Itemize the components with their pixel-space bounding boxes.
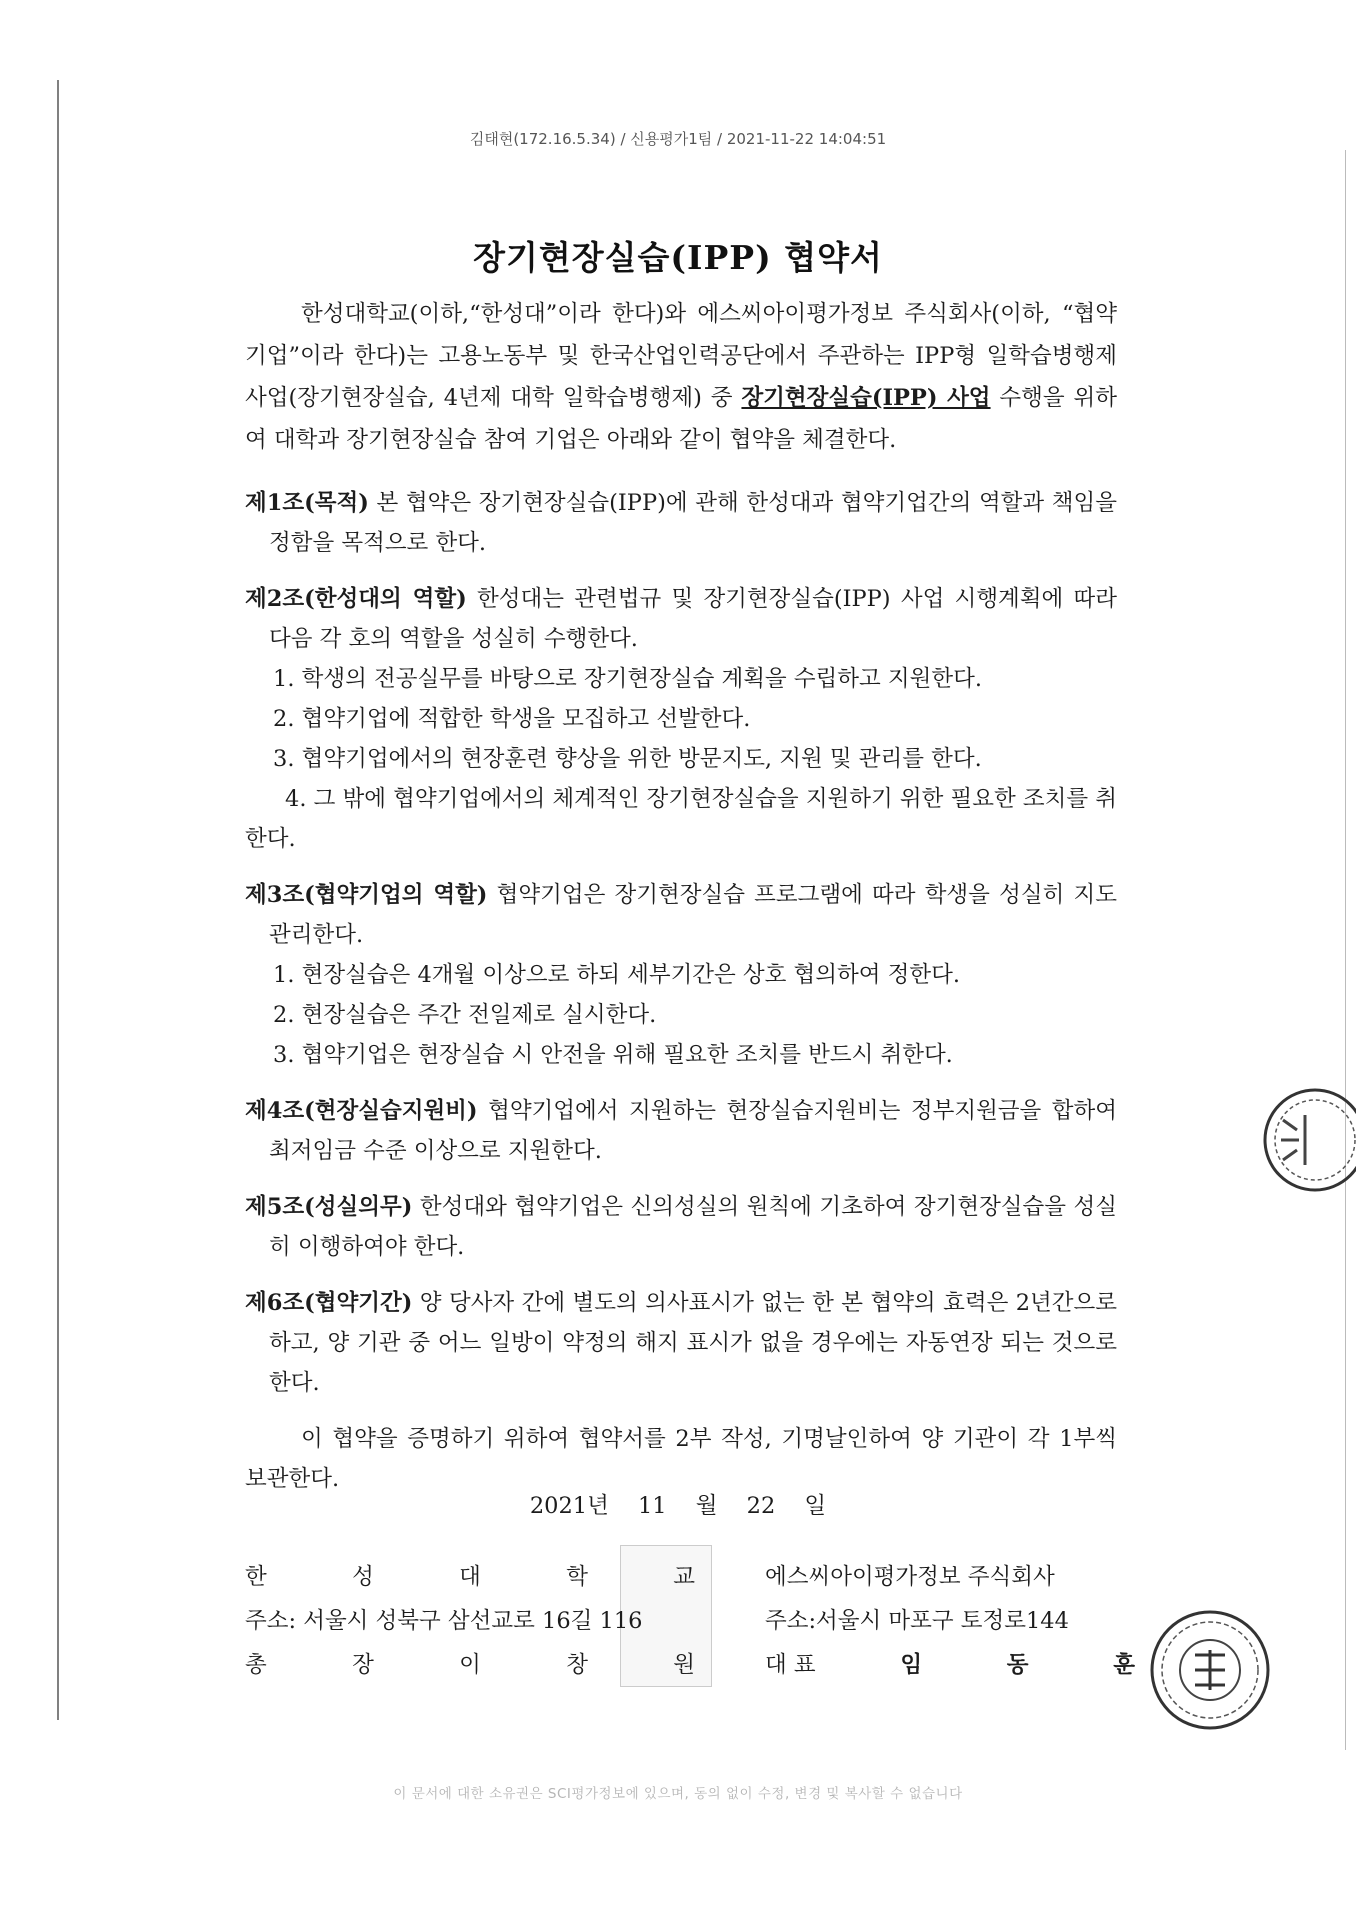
article-2-title: 제2조(한성대의 역할) — [245, 586, 467, 612]
company-name: 에스씨아이평가정보 주식회사 — [765, 1564, 1055, 1590]
article-3-item-1: 1. 현장실습은 4개월 이상으로 하되 세부기간은 상호 협의하여 정한다. — [273, 962, 960, 988]
university-representative: 총 장 이 창 원 — [245, 1652, 695, 1678]
article-3-item-2: 2. 현장실습은 주간 전일제로 실시한다. — [273, 1002, 657, 1028]
article-4 — [245, 1091, 1117, 1171]
article-5-body: 한성대와 협약기업은 신의성실의 원칙에 기초하여 장기현장실습을 성실히 이행하여야 한다. — [269, 1194, 1117, 1260]
signature-block-university — [245, 1555, 695, 1687]
half-seal-stamp-icon — [1245, 1085, 1356, 1195]
article-3-title: 제3조(협약기업의 역할) — [245, 882, 488, 908]
article-2-item-2: 2. 협약기업에 적합한 학생을 모집하고 선발한다. — [273, 706, 751, 732]
article-2 — [245, 579, 1117, 859]
article-5 — [245, 1187, 1117, 1267]
article-1-body: 본 협약은 장기현장실습(IPP)에 관해 한성대과 협약기업간의 역할과 책임을 정함을 목적으로 한다. — [269, 490, 1117, 556]
ownership-notice-footer: 이 문서에 대한 소유권은 SCI평가정보에 있으며, 동의 없이 수정, 변경 및 복사할 수 없습니다 — [393, 1786, 963, 1802]
article-2-body: 한성대는 관련법규 및 장기현장실습(IPP) 사업 시행계획에 따라 다음 각 호의 역할을 성실히 수행한다. — [269, 586, 1117, 652]
article-2-item-1: 1. 학생의 전공실무를 바탕으로 장기현장실습 계획을 수립하고 지원한다. — [273, 666, 982, 692]
closing-statement: 이 협약을 증명하기 위하여 협약서를 2부 작성, 기명날인하여 양 기관이 각 1부씩 보관한다. — [245, 1426, 1117, 1492]
article-3-item-3: 3. 협약기업은 현장실습 시 안전을 위해 필요한 조치를 반드시 취한다. — [273, 1042, 953, 1068]
company-representative: 대 표 임 동 훈 — [765, 1643, 1135, 1687]
preamble-emphasis: 장기현장실습(IPP) 사업 — [741, 385, 991, 411]
article-3-items — [245, 955, 1117, 1075]
university-name: 한 성 대 학 교 — [245, 1564, 695, 1590]
header-access-stamp: 김태현(172.16.5.34) / 신용평가1팀 / 2021-11-22 14:04:51 — [469, 130, 887, 148]
company-address: 주소:서울시 마포구 토정로144 — [765, 1608, 1069, 1634]
document-body — [245, 293, 1117, 1499]
article-2-item-3: 3. 협약기업에서의 현장훈련 향상을 위한 방문지도, 지원 및 관리를 한다. — [273, 746, 982, 772]
preamble-before: 한성대학교(이하,“한성대”이라 한다)와 에스씨아이평가정보 주식회사(이하, “협약기업”이라 한다)는 고용노동부 및 한국산업인력공단에서 주관하는 IPP형 일학습병행제 사업(장기현장실습, 4년제 대학 일학습병행제) 중 — [245, 301, 1117, 411]
article-2-items — [245, 659, 1117, 859]
company-rep-label: 대 표 — [765, 1652, 816, 1678]
university-address: 주소: 서울시 성북구 삼선교로 16길 116 — [245, 1608, 643, 1634]
signature-block-company — [765, 1555, 1135, 1687]
company-seal-stamp-icon — [1145, 1605, 1275, 1735]
scan-margin-line — [57, 80, 59, 1720]
document-title: 장기현장실습(IPP) 협약서 — [473, 238, 883, 277]
article-1 — [245, 483, 1117, 563]
article-1-title: 제1조(목적) — [245, 490, 369, 516]
contract-date: 2021년 11 월 22 일 — [529, 1493, 827, 1519]
preamble — [245, 293, 1117, 461]
article-4-body: 협약기업에서 지원하는 현장실습지원비는 정부지원금을 합하여 최저임금 수준 이상으로 지원한다. — [269, 1098, 1117, 1164]
article-3 — [245, 875, 1117, 1075]
preamble-after: 수행을 위하여 대학과 장기현장실습 참여 기업은 아래와 같이 협약을 체결한다. — [245, 385, 1117, 453]
article-4-title: 제4조(현장실습지원비) — [245, 1098, 478, 1124]
article-6-title: 제6조(협약기간) — [245, 1290, 413, 1316]
article-3-body: 협약기업은 장기현장실습 프로그램에 따라 학생을 성실히 지도 관리한다. — [269, 882, 1117, 948]
article-6-body: 양 당사자 간에 별도의 의사표시가 없는 한 본 협약의 효력은 2년간으로 하고, 양 기관 중 어느 일방이 약정의 해지 표시가 없을 경우에는 자동연장 되는 것으로 한다. — [269, 1290, 1117, 1396]
article-5-title: 제5조(성실의무) — [245, 1194, 413, 1220]
article-2-item-4: 4. 그 밖에 협약기업에서의 체계적인 장기현장실습을 지원하기 위한 필요한 조치를 취한다. — [245, 786, 1117, 852]
article-6 — [245, 1283, 1117, 1403]
